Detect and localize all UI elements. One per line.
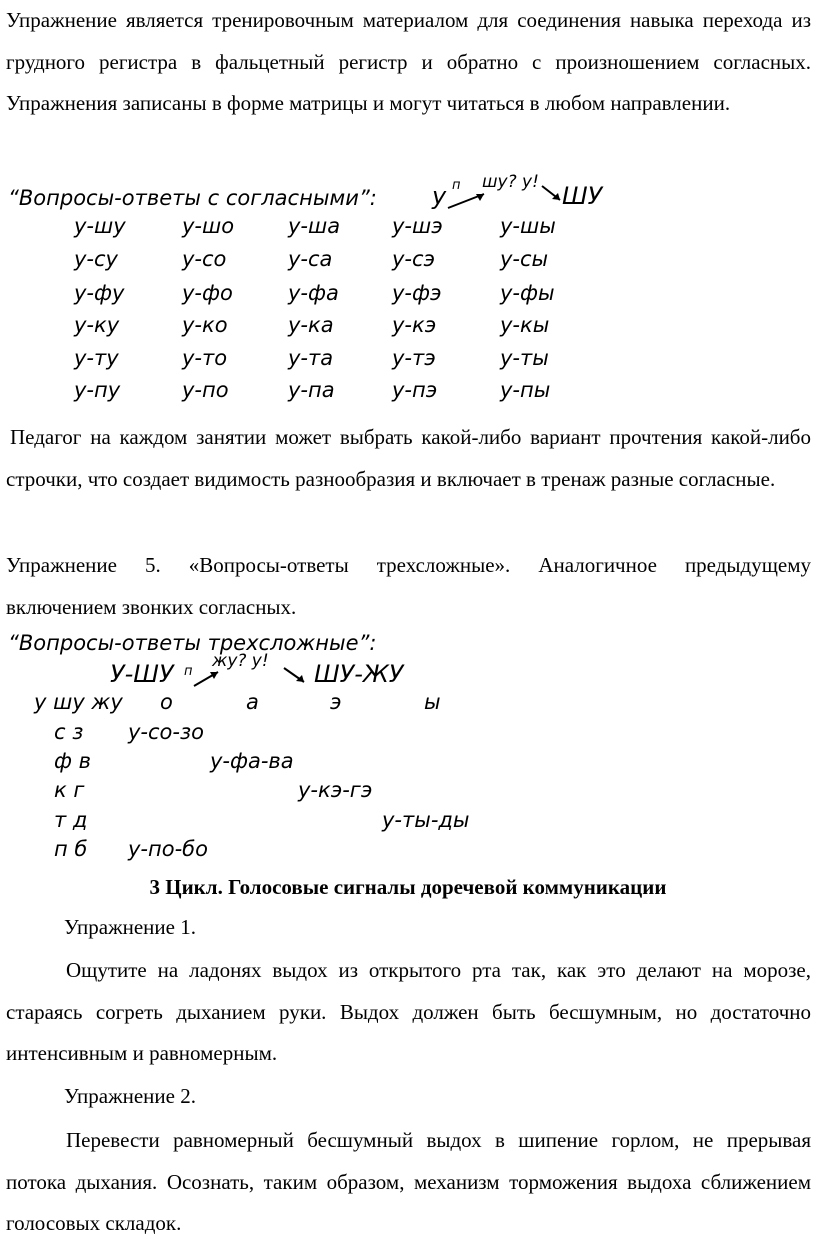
- figure1-cell: у-ко: [182, 313, 228, 337]
- figure1-arrow-down-icon: [540, 182, 570, 212]
- figure2-consonant-pair: к г: [54, 778, 85, 802]
- figure1-cell: у-ку: [74, 313, 120, 337]
- figure2-consonant-pair: т д: [54, 808, 88, 832]
- figure1-cell: у-со: [182, 247, 227, 271]
- figure1-cell: у-шо: [182, 214, 235, 238]
- figure1-cell: у-су: [74, 247, 118, 271]
- figure2-scheme-right: ШУ-ЖУ: [314, 660, 404, 688]
- figure2-title: “Вопросы-ответы трехсложные”:: [8, 631, 377, 655]
- figure2-syllable: у-кэ-гэ: [298, 778, 373, 802]
- figure2-vowel: э: [330, 690, 342, 714]
- figure2-scheme-mid: жу? у!: [212, 651, 269, 671]
- figure1-cell: у-шэ: [392, 214, 443, 238]
- figure2-vowel: у шу жу: [34, 690, 123, 714]
- exercise2-label: Упражнение 2.: [64, 1084, 196, 1108]
- figure1-cell: у-тэ: [392, 346, 436, 370]
- figure1-scheme-u: у: [432, 182, 447, 210]
- figure2-consonant-pair: п б: [54, 837, 88, 861]
- figure1-cell: у-фы: [500, 281, 555, 305]
- figure1-title: “Вопросы-ответы с согласными”:: [8, 186, 377, 210]
- figure1-cell: у-сы: [500, 247, 549, 271]
- figure2-arrow-down-icon: [282, 664, 312, 690]
- figure1-cell: у-та: [288, 346, 334, 370]
- figure2-consonant-pair: ф в: [54, 749, 92, 773]
- figure2-syllable: у-ты-ды: [382, 808, 470, 832]
- figure2-arrow-up-icon: [192, 666, 232, 692]
- figure1-cell: у-пу: [74, 378, 121, 402]
- exercise5-paragraph: Упражнение 5. «Вопросы-ответы трехсложные». Аналогичное предыдущему включением звонких согласных.: [6, 553, 811, 619]
- figure1-scheme-n: п: [452, 178, 461, 193]
- figure1-cell: у-са: [288, 247, 333, 271]
- figure1-cell: у-ту: [74, 346, 119, 370]
- figure2-vowel: о: [160, 690, 173, 714]
- figure1-cell: у-ты: [500, 346, 549, 370]
- intro-paragraph: Упражнение является тренировочным материалом для соединения навыка перехода из грудного регистра в фальцетный регистр и обратно с произношением согласных. Упражнения записаны в форме матрицы и могут читаться в любом направлении.: [6, 8, 811, 115]
- figure1-cell: у-то: [182, 346, 228, 370]
- figure1-arrow-up-icon: [446, 186, 506, 216]
- figure1-cell: у-ка: [288, 313, 334, 337]
- exercise1-text: Ощутите на ладонях выдох из открытого рта так, как это делают на морозе, стараясь согреть дыханием руки. Выдох должен быть бесшумным, но достаточно интенсивным и равномерным.: [6, 958, 811, 1065]
- figure1-cell: у-пэ: [392, 378, 438, 402]
- figure2-syllable: у-фа-ва: [210, 749, 294, 773]
- figure2-scheme-left: У-ШУ: [110, 660, 174, 688]
- figure1-scheme-end: ШУ: [562, 182, 603, 210]
- exercise1-label: Упражнение 1.: [64, 915, 196, 939]
- figure1-cell: у-по: [182, 378, 229, 402]
- figure2-syllable: у-по-бо: [128, 837, 208, 861]
- figure1-cell: у-фу: [74, 281, 125, 305]
- figure2-scheme-n: п: [184, 664, 193, 679]
- figure1-cell: у-фа: [288, 281, 339, 305]
- figure1-cell: у-пы: [500, 378, 551, 402]
- figure1-cell: у-фо: [182, 281, 233, 305]
- figure1-cell: у-кы: [500, 313, 550, 337]
- figure1-cell: у-фэ: [392, 281, 442, 305]
- figure1-cell: у-сэ: [392, 247, 436, 271]
- figure1-cell: у-шу: [74, 214, 126, 238]
- figure2-syllable: у-со-зо: [128, 720, 204, 744]
- figure2-vowel: ы: [424, 690, 441, 714]
- cycle3-heading: 3 Цикл. Голосовые сигналы доречевой коммуникации: [149, 875, 667, 899]
- figure2-vowel: а: [246, 690, 259, 714]
- figure1-cell: у-ша: [288, 214, 341, 238]
- figure1-cell: у-кэ: [392, 313, 437, 337]
- teacher-paragraph: Педагог на каждом занятии может выбрать какой-либо вариант прочтения какой-либо строчки, что создает видимость разнообразия и включает в тренаж разные согласные.: [6, 425, 811, 491]
- exercise2-text: Перевести равномерный бесшумный выдох в шипение горлом, не прерывая потока дыхания. Осознать, таким образом, механизм торможения выдоха сближением голосовых складок.: [6, 1128, 811, 1235]
- figure1-scheme-mid: шу? у!: [482, 172, 539, 192]
- figure1-cell: у-па: [288, 378, 335, 402]
- figure1-cell: у-шы: [500, 214, 556, 238]
- figure2-consonant-pair: с з: [54, 720, 84, 744]
